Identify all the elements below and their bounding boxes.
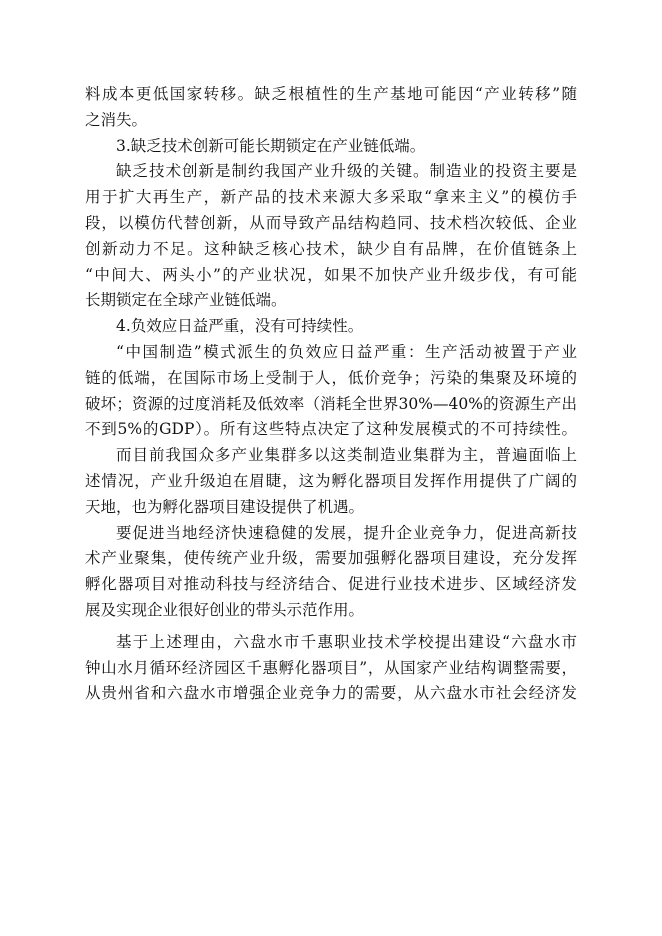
text-line: 段，以模仿代替创新，从而导致产品结构趋同、技术档次较低、企业 bbox=[85, 213, 577, 232]
section-heading: 3.缺乏技术创新可能长期锁定在产业链低端。 bbox=[116, 136, 426, 155]
text-line: 料成本更低国家转移。缺乏根植性的生产基地可能因“产业转移”随 bbox=[85, 85, 577, 103]
text-line: 创新动力不足。这种缺乏核心技术，缺少自有品牌，在价值链条上 bbox=[85, 239, 577, 258]
text-line: 从贵州省和六盘水市增强企业竞争力的需要，从六盘水市社会经济发 bbox=[85, 684, 577, 703]
text-line: 天地，也为孵化器项目建设提供了机遇。 bbox=[85, 497, 365, 516]
text-line: 展及实现企业很好创业的带头示范作用。 bbox=[85, 600, 365, 619]
body-text bbox=[85, 82, 577, 707]
section-heading: 4.负效应日益严重，没有可持续性。 bbox=[116, 317, 364, 336]
text-line: 不到5%的GDP）。所有这些特点决定了这种发展模式的不可持续性。 bbox=[85, 420, 577, 439]
text-line: “中国制造”模式派生的负效应日益严重：生产活动被置于产业 bbox=[116, 342, 577, 361]
text-line: 钟山水月循环经济园区千惠孵化器项目”，从国家产业结构调整需要， bbox=[85, 658, 577, 677]
text-line: 基于上述理由，六盘水市千惠职业技术学校提出建设“六盘水市 bbox=[116, 632, 577, 651]
text-line: 链的低端，在国际市场上受制于人，低价竞争；污染的集聚及环境的 bbox=[85, 368, 577, 387]
text-line: 而目前我国众多产业集群多以这类制造业集群为主，普遍面临上 bbox=[116, 446, 577, 465]
text-line: 长期锁定在全球产业链低端。 bbox=[85, 291, 287, 310]
text-line: 要促进当地经济快速稳健的发展，提升企业竞争力，促进高新技 bbox=[116, 523, 577, 542]
text-line: 孵化器项目对推动科技与经济结合、促进行业技术进步、区域经济发 bbox=[85, 575, 577, 594]
text-line: 之消失。 bbox=[85, 110, 148, 129]
text-line: “中间大、两头小”的产业状况，如果不加快产业升级步伐，有可能 bbox=[85, 265, 577, 284]
text-line: 述情况，产业升级迫在眉睫，这为孵化器项目发挥作用提供了广阔的 bbox=[85, 471, 577, 490]
text-line: 缺乏技术创新是制约我国产业升级的关键。制造业的投资主要是 bbox=[116, 162, 577, 181]
text-line: 术产业聚集，使传统产业升级，需要加强孵化器项目建设，充分发挥 bbox=[85, 549, 577, 568]
text-line: 用于扩大再生产，新产品的技术来源大多采取“拿来主义”的模仿手 bbox=[85, 188, 577, 207]
text-line: 破坏；资源的过度消耗及低效率（消耗全世界30%—40%的资源生产出 bbox=[85, 394, 577, 413]
